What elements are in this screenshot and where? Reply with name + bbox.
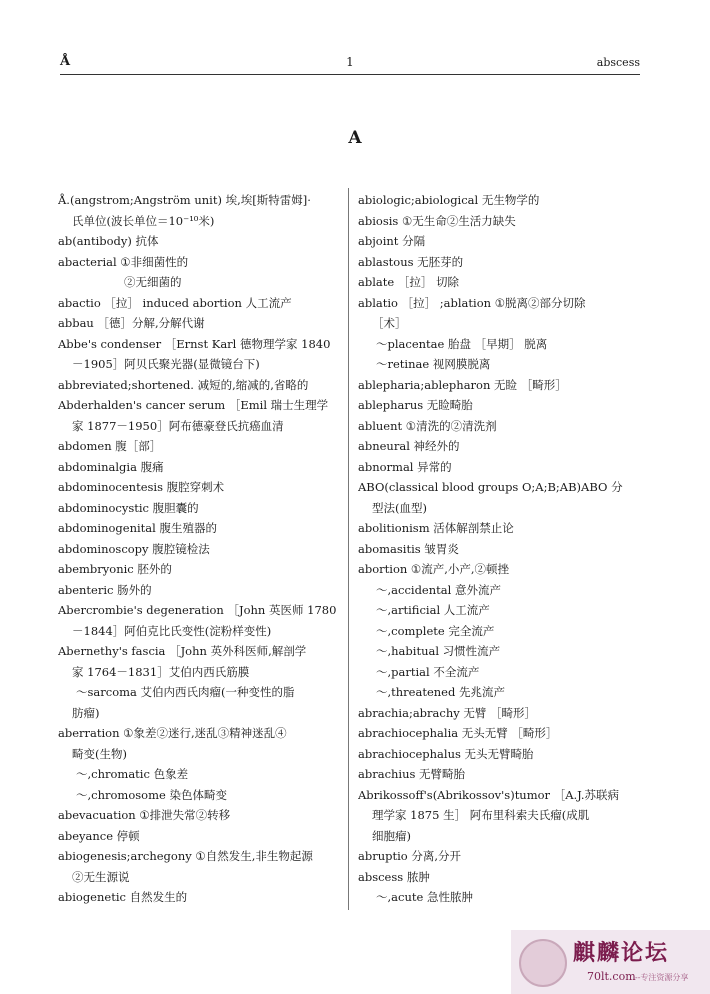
entry-continuation-line: ［术］ [372,316,407,330]
watermark-title: 麒麟论坛 [573,940,670,966]
dictionary-entry: abscess 脓肿 [358,869,430,884]
dictionary-entry: abrachius 无臂畸胎 [358,767,466,781]
dictionary-entry: abbreviated;shortened. 减短的,缩减的,省略的 [58,377,309,392]
entry-continuation-line: 家 1764－1831］艾伯内西氏筋膜 [72,664,250,679]
dictionary-entry: ablate ［拉］ 切除 [358,275,459,289]
subentry-line: ～,partial 不全流产 [376,664,480,679]
dictionary-entry: ablatio ［拉］ ;ablation ①脱离②部分切除 [358,295,586,310]
right-entry-column [358,190,640,908]
dictionary-entry: abenteric 肠外的 [58,582,152,597]
entry-continuation-line: 畸变(生物) [72,746,127,761]
dictionary-entry: abdominoscopy 腹腔镜检法 [58,541,210,556]
dictionary-entry: abrachiocephalia 无头无臂 ［畸形］ [358,726,558,740]
dictionary-entry: abrachia;abrachy 无臂 ［畸形］ [358,705,537,720]
dictionary-entry: abortion ①流产,小产,②顿挫 [358,562,510,576]
entry-continuation-line: 家 1877－1950］阿布德豪登氏抗癌血清 [72,418,284,433]
dictionary-entry: abeyance 停顿 [58,828,140,843]
dictionary-entry: Abrikossoff's(Abrikossov's)tumor ［A.J.苏联病 [358,787,620,802]
dictionary-entry: abiologic;abiological 无生物学的 [358,193,540,207]
dictionary-entry: abiogenesis;archegony ①自然发生,非生物起源 [58,849,313,863]
watermark-tagline: --专注资源分享 [635,973,689,982]
header-right-guide-word: abscess [596,56,640,69]
dictionary-entry: Abderhalden's cancer serum ［Emil 瑞士生理学 [58,398,329,412]
page-number: 1 [346,55,354,69]
dictionary-entry: Å.(angstrom;Angström unit) 埃,埃[斯特雷姆]· [58,193,311,207]
subentry-line: ～placentae 胎盘 ［早期］ 脱离 [376,336,548,351]
dictionary-entry: ablepharus 无睑畸胎 [358,398,473,412]
dictionary-entry: abruptio 分离,分开 [358,849,462,863]
left-entry-column [58,190,341,908]
dragon-logo-icon [519,939,567,987]
dictionary-entry: Abbe's condenser ［Ernst Karl 德物理学家 1840 [58,336,331,351]
entry-continuation-line: 细胞瘤) [372,828,411,843]
dictionary-entry: abdominogenital 腹生殖器的 [58,521,217,535]
entry-continuation-line: 型法(血型) [372,500,427,515]
dictionary-entry: abevacuation ①排泄失常②转移 [58,808,231,822]
dictionary-entry: abiosis ①无生命②生活力缺失 [358,213,516,228]
subentry-line: ～,acute 急性脓肿 [376,890,473,904]
entry-continuation-line: －1905］阿贝氏聚光器(显微镜台下) [72,357,260,371]
subentry-line: ～,threatened 先兆流产 [376,685,505,699]
column-divider [348,188,349,910]
forum-watermark [511,930,710,994]
dictionary-entry: abjoint 分隔 [358,234,426,248]
dictionary-entry: abdomen 腹［部］ [58,439,162,453]
dictionary-entry: abomasitis 皱胃炎 [358,541,459,556]
entry-continuation-line: 氏单位(波长单位＝10⁻¹⁰米) [72,213,215,228]
dictionary-entry: Abernethy's fascia ［John 英外科医师,解剖学 [58,644,307,658]
subentry-line: ～retinae 视网膜脱离 [376,357,491,371]
header-left-guide-word: Å [60,54,71,69]
dictionary-entry: abacterial ①非细菌性的 [58,254,189,269]
dictionary-entry: aberration ①象差②迷行,迷乱③精神迷乱④ [58,726,287,740]
entry-continuation-line: ②无生源说 [72,869,130,884]
dictionary-entry: ablastous 无胚芽的 [358,254,464,269]
dictionary-entry: abembryonic 胚外的 [58,562,172,576]
dictionary-entry: abiogenetic 自然发生的 [58,890,188,904]
subentry-line: ～sarcoma 艾伯内西氏肉瘤(一种变性的脂 [76,685,295,699]
running-header [60,52,640,75]
entry-continuation-line: 肪瘤) [72,705,100,720]
subentry-line: ～,accidental 意外流产 [376,582,501,597]
subentry-line: ～,chromatic 色象差 [76,767,189,781]
dictionary-entry: ABO(classical blood groups O;A;B;AB)ABO 分 [358,480,623,494]
dictionary-entry: abrachiocephalus 无头无臂畸胎 [358,746,534,761]
dictionary-entry: ablepharia;ablepharon 无睑 ［畸形］ [358,377,567,392]
dictionary-entry: abolitionism 活体解剖禁止论 [358,521,514,535]
dictionary-entry: abactio ［拉］ induced abortion 人工流产 [58,295,292,310]
subentry-line: ～,complete 完全流产 [376,623,495,638]
dictionary-entry: abneural 神经外的 [358,439,460,453]
entry-continuation-line: ②无细菌的 [124,275,182,289]
dictionary-entry: abdominocentesis 腹腔穿刺术 [58,480,225,494]
section-letter-heading: A [348,128,362,148]
dictionary-entry: abbau ［德］分解,分解代谢 [58,316,205,330]
entry-continuation-line: 理学家 1875 生］ 阿布里科索夫氏瘤(成肌 [372,808,590,822]
dictionary-entry: abdominocystic 腹胆囊的 [58,500,199,515]
entry-continuation-line: －1844］阿伯克比氏变性(淀粉样变性) [72,623,272,638]
watermark-url: 70lt.com [587,970,636,983]
dictionary-entry: abdominalgia 腹痛 [58,459,164,474]
dictionary-entry: ab(antibody) 抗体 [58,234,159,248]
dictionary-entry: Abercrombie's degeneration ［John 英医师 1780 [58,603,337,617]
subentry-line: ～,chromosome 染色体畸变 [76,787,227,802]
subentry-line: ～,habitual 习惯性流产 [376,644,501,658]
subentry-line: ～,artificial 人工流产 [376,603,490,617]
dictionary-entry: abnormal 异常的 [358,459,452,474]
dictionary-entry: abluent ①清洗的②清洗剂 [358,418,497,433]
